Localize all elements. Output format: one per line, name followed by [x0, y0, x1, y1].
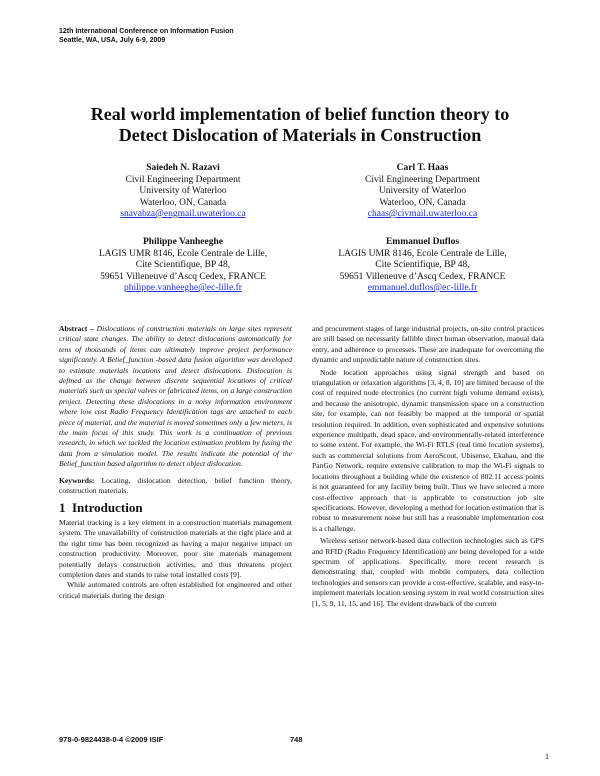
section-heading [59, 499, 292, 515]
intro-paragraph-1: Material tracking is a key element in a construction materials management system. The unavailability of construction materials at the right place and at the right time has been recognized as having a major negative impact on construction productivity. Moreover, poor site materials management potentially delays construction activities, and thus threatens project completion dates and stands to raise total installed costs [9]. [59, 517, 292, 579]
body-paragraph-3: Wireless sensor network-based data collection technologies such as GPS and RFID (Radio Frequency Identification) are being developed for a wide spectrum of applications. Specifically, more recent research is demonstrating that, coupled with mobile computers, data collection technologies and sensors can provide a cost-effective, scalable, and easy-to-implement materials location sensing system in real world construction sites [1, 5, 9, 11, 15, and 16]. The evident drawback of the current [312, 536, 544, 608]
keywords [59, 476, 292, 497]
author-affiliation: 59651 Villeneuve d’Ascq Cedex, FRANCE [100, 271, 266, 282]
author-block-1 [68, 163, 298, 221]
page-number: 1 [545, 752, 549, 761]
author-email-link[interactable]: snavabza@engmail.uwaterloo.ca [120, 209, 246, 219]
abstract-text: Dislocations of construction materials on large sites represent critical state changes. The ability to detect dislocations automatically for tens of thousands of items can ultimately improve project performance significantly. A Belief_function -based data fusion algorithm was developed to estimate materials locations and detect dislocations. Dislocation is defined as the change between discrete sequential locations of critical materials such as special valves or fabricated items, on a large construction project. Detecting these dislocations in a noisy information environment where low cost Radio Frequency Identification tags are attached to each piece of material, and the material is moved sometimes only a few meters, is the main focus of this study. This work is a continuation of previous research, in which we tackled the location estimation problem by fusing the data from a simulation model. The results indicate the potential of the Belief_function based algorithm to detect object dislocation. [59, 324, 292, 469]
footer-isbn: 978-0-9824438-0-4 ©2009 ISIF [59, 735, 164, 744]
author-affiliation: LAGIS UMR 8146, Ecole Centrale de Lille, [338, 248, 507, 259]
abstract-label: Abstract – [59, 324, 94, 333]
author-email-link[interactable]: chaas@civmail.uwaterloo.ca [367, 209, 478, 219]
author-affiliation: LAGIS UMR 8146, Ecole Centrale de Lille, [98, 248, 268, 259]
author-affiliation: University of Waterloo [378, 186, 467, 196]
author-block-4 [305, 237, 540, 295]
keywords-text: Locating, dislocation detection, belief function theory, construction materials. [59, 475, 292, 496]
title-line-2: Detect Dislocation of Materials in Construction [118, 125, 482, 145]
author-affiliation: Waterloo, ON, Canada [379, 197, 466, 208]
author-block-3 [68, 237, 298, 295]
conference-name: 12th International Conference on Information Fusion [59, 28, 234, 35]
title-line-1: Real world implementation of belief function theory to [90, 104, 510, 124]
author-name: Saiedeh N. Razavi [146, 163, 220, 173]
author-name: Philippe Vanheeghe [143, 237, 223, 247]
conference-location: Seattle, WA, USA, July 6-9, 2009 [59, 37, 166, 44]
paper-title [50, 104, 550, 146]
footer-page-number: 748 [290, 735, 303, 744]
section-title: Introduction [72, 499, 143, 515]
author-affiliation: 59651 Villeneuve d’Ascq Cedex, FRANCE [339, 271, 506, 282]
left-column [59, 324, 292, 601]
body-paragraph-1: and procurement stages of large industrial projects, on-site control practices are still based on necessarily fallible direct human observation, manual data entry, and adherence to processes. These are inadequate for overcoming the dynamic and unpredictable nature of construction sites. [312, 324, 544, 365]
keywords-label: Keywords: [59, 475, 95, 485]
intro-paragraph-2: While automated controls are often established for engineered and other critical materials during the design [59, 580, 292, 600]
author-affiliation: Cite Scientifique, BP 48, [375, 260, 470, 270]
author-affiliation: Cite Scientifique, BP 48, [135, 260, 231, 270]
author-affiliation: University of Waterloo [139, 186, 227, 196]
author-affiliation: Waterloo, ON, Canada [139, 197, 227, 208]
author-name: Emmanuel Duflos [385, 237, 460, 247]
author-email-link[interactable]: emmanuel.duflos@ec-lille.fr [367, 283, 478, 293]
right-column [312, 324, 544, 609]
section-number: 1 [59, 499, 66, 515]
conference-header [59, 27, 234, 45]
author-name: Carl T. Haas [396, 163, 449, 173]
author-affiliation: Civil Engineering Department [364, 174, 481, 185]
author-affiliation: Civil Engineering Department [125, 174, 241, 185]
abstract [59, 324, 292, 470]
body-paragraph-2: Node location approaches using signal strength and based on triangulation or relaxation algorithms [3, 4, 8, 10] are limited because of the cost of required node electronics (no current high volume demand exists), and because the anisotropic, dynamic transmission space on a construction site, for example, can not feasibly be mapped at the temporal or spatial resolution required. In addition, even sophisticated and expensive solutions experience multipath, dead space, and environmentally-related interference to some extent. For example, the Wi-Fi RTLS (real time location systems), such as commercial solutions from AeroScout, Ubisense, Ekahau, and the PanGo Network, require extensive calibration to map the Wi-Fi signals to locations throughout a building while the existence of 802.11 access points is not guaranteed for any facility being built. Thus we have selected a more cost-effective approach that is applicable to construction job site specifications. However, developing a method for location estimation that is robust to measurement noise but still has a reasonable implementation cost is a challenge. [312, 367, 544, 533]
author-block-2 [305, 163, 540, 221]
author-email-link[interactable]: philippe.vanheeghe@ec-lille.fr [124, 283, 242, 293]
